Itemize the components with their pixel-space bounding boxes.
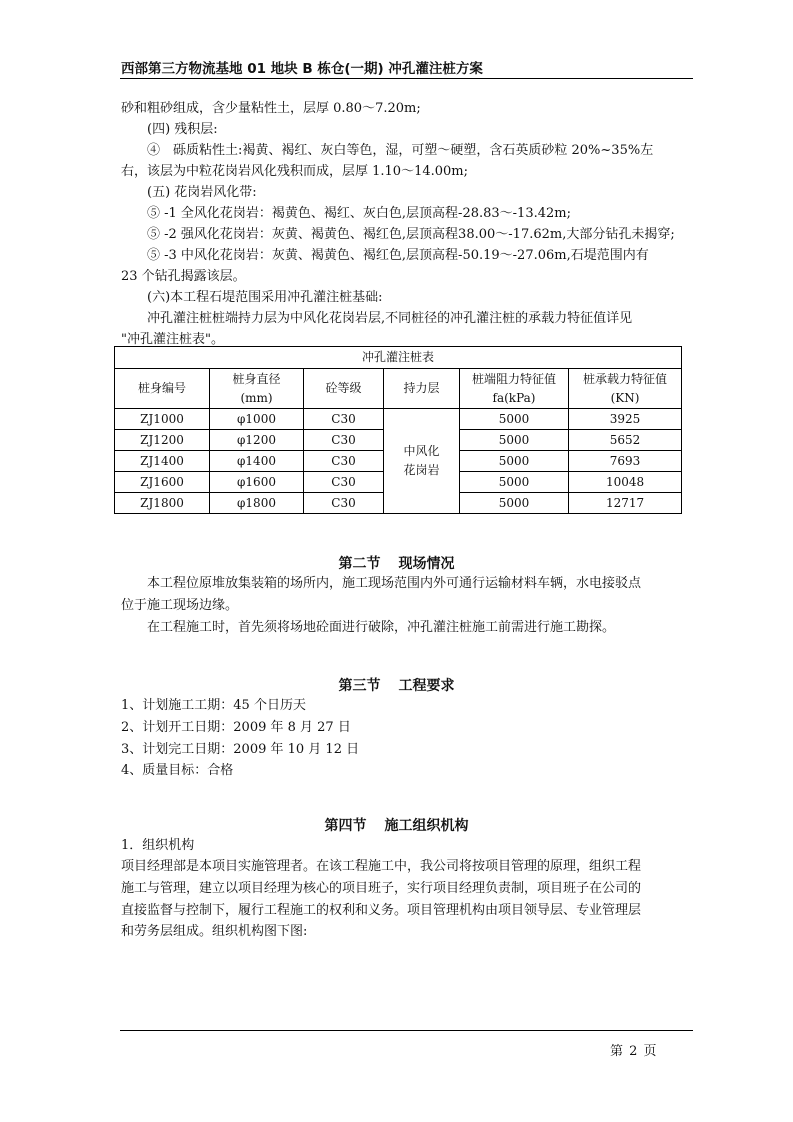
cell-grade: C30 xyxy=(304,493,384,514)
text-line: 砂和粗砂组成，含少量粘性土，层厚 0.80～7.20m; xyxy=(121,101,421,116)
list-item: 2、计划开工日期：2009 年 8 月 27 日 xyxy=(121,720,351,735)
cell-grade: C30 xyxy=(304,409,384,430)
cell-resistance: 5000 xyxy=(460,409,569,430)
header-diameter: 桩身直径 (mm) xyxy=(210,369,304,409)
header-resistance: 桩端阻力特征值 fa(kPa) xyxy=(460,369,569,409)
cell-capacity: 10048 xyxy=(569,472,682,493)
section3-heading: 第三节 工程要求 xyxy=(338,678,455,694)
table-title: 冲孔灌注桩表 xyxy=(115,347,682,369)
text-line: 直接监督与控制下，履行工程施工的权利和义务。项目管理机构由项目领导层、专业管理层 xyxy=(121,903,642,918)
header-grade: 砼等级 xyxy=(304,369,384,409)
list-item: 1、计划施工工期：45 个日历天 xyxy=(121,698,306,713)
cell-capacity: 3925 xyxy=(569,409,682,430)
table-row xyxy=(115,409,682,430)
text-line: 在工程施工时，首先须将场地砼面进行破除，冲孔灌注桩施工前需进行施工勘探。 xyxy=(147,620,616,635)
text-line: ⑤ -2 强风化花岗岩：灰黄、褐黄色、褐红色,层顶高程38.00～-17.62m,大部分钻孔未揭穿; xyxy=(147,227,675,242)
text-line: 冲孔灌注桩桩端持力层为中风化花岗岩层,不同桩径的冲孔灌注桩的承载力特征值详见 xyxy=(147,311,633,326)
cell-diameter: φ1600 xyxy=(210,472,304,493)
list-item: 4、质量目标：合格 xyxy=(121,763,234,778)
header-layer: 持力层 xyxy=(384,369,460,409)
cell-resistance: 5000 xyxy=(460,472,569,493)
text-line: 右，该层为中粒花岗岩风化残积而成，层厚 1.10～14.00m; xyxy=(121,164,469,179)
cell-diameter: φ1000 xyxy=(210,409,304,430)
section2-heading: 第二节 现场情况 xyxy=(338,556,455,572)
text-line: 项目经理部是本项目实施管理者。在该工程施工中，我公司将按项目管理的原理，组织工程 xyxy=(121,859,642,874)
cell-capacity: 5652 xyxy=(569,430,682,451)
text-line: (六)本工程石堤范围采用冲孔灌注桩基础: xyxy=(147,290,383,305)
cell-diameter: φ1200 xyxy=(210,430,304,451)
text-line: (五) 花岗岩风化带: xyxy=(147,185,257,200)
header-capacity: 桩承载力特征值 (KN) xyxy=(569,369,682,409)
document-header-title: 西部第三方物流基地 01 地块 B 栋仓(一期) 冲孔灌注桩方案 xyxy=(121,61,483,77)
text-line: 位于施工现场边缘。 xyxy=(121,598,239,613)
text-line: 本工程位原堆放集装箱的场所内，施工现场范围内外可通行运输材料车辆，水电接驳点 xyxy=(147,576,642,591)
text-line: 和劳务层组成。组织机构图下图: xyxy=(121,924,308,939)
text-line: 23 个钻孔揭露该层。 xyxy=(121,269,246,284)
text-line: ④ 砾质粘性土:褐黄、褐红、灰白等色，湿，可塑～硬塑，含石英质砂粒 20%~35%左 xyxy=(147,143,654,158)
section4-heading: 第四节 施工组织机构 xyxy=(324,818,469,834)
text-line: ⑤ -1 全风化花岗岩：褐黄色、褐红、灰白色,层顶高程-28.83～-13.42m; xyxy=(147,206,571,221)
cell-resistance: 5000 xyxy=(460,493,569,514)
text-line: (四) 残积层: xyxy=(147,122,218,137)
text-line: 施工与管理，建立以项目经理为核心的项目班子，实行项目经理负责制，项目班子在公司的 xyxy=(121,881,642,896)
cell-code: ZJ1400 xyxy=(115,451,210,472)
subheading: 1．组织机构 xyxy=(121,838,195,853)
footer-rule xyxy=(120,1030,693,1031)
list-item: 3、计划完工日期：2009 年 10 月 12 日 xyxy=(121,742,360,757)
cell-code: ZJ1200 xyxy=(115,430,210,451)
text-line: "冲孔灌注桩表"。 xyxy=(121,332,224,347)
cell-bearing-layer: 中风化 花岗岩 xyxy=(384,409,460,514)
cell-diameter: φ1400 xyxy=(210,451,304,472)
cell-capacity: 7693 xyxy=(569,451,682,472)
cell-capacity: 12717 xyxy=(569,493,682,514)
header-code: 桩身编号 xyxy=(115,369,210,409)
pile-table xyxy=(114,346,682,514)
cell-code: ZJ1800 xyxy=(115,493,210,514)
cell-code: ZJ1600 xyxy=(115,472,210,493)
cell-grade: C30 xyxy=(304,451,384,472)
page-number: 第 2 页 xyxy=(610,1044,658,1059)
cell-grade: C30 xyxy=(304,472,384,493)
cell-resistance: 5000 xyxy=(460,430,569,451)
cell-diameter: φ1800 xyxy=(210,493,304,514)
header-rule xyxy=(120,78,693,79)
cell-resistance: 5000 xyxy=(460,451,569,472)
cell-code: ZJ1000 xyxy=(115,409,210,430)
cell-grade: C30 xyxy=(304,430,384,451)
text-line: ⑤ -3 中风化花岗岩：灰黄、褐黄色、褐红色,层顶高程-50.19～-27.06m,石堤范围内有 xyxy=(147,248,649,263)
